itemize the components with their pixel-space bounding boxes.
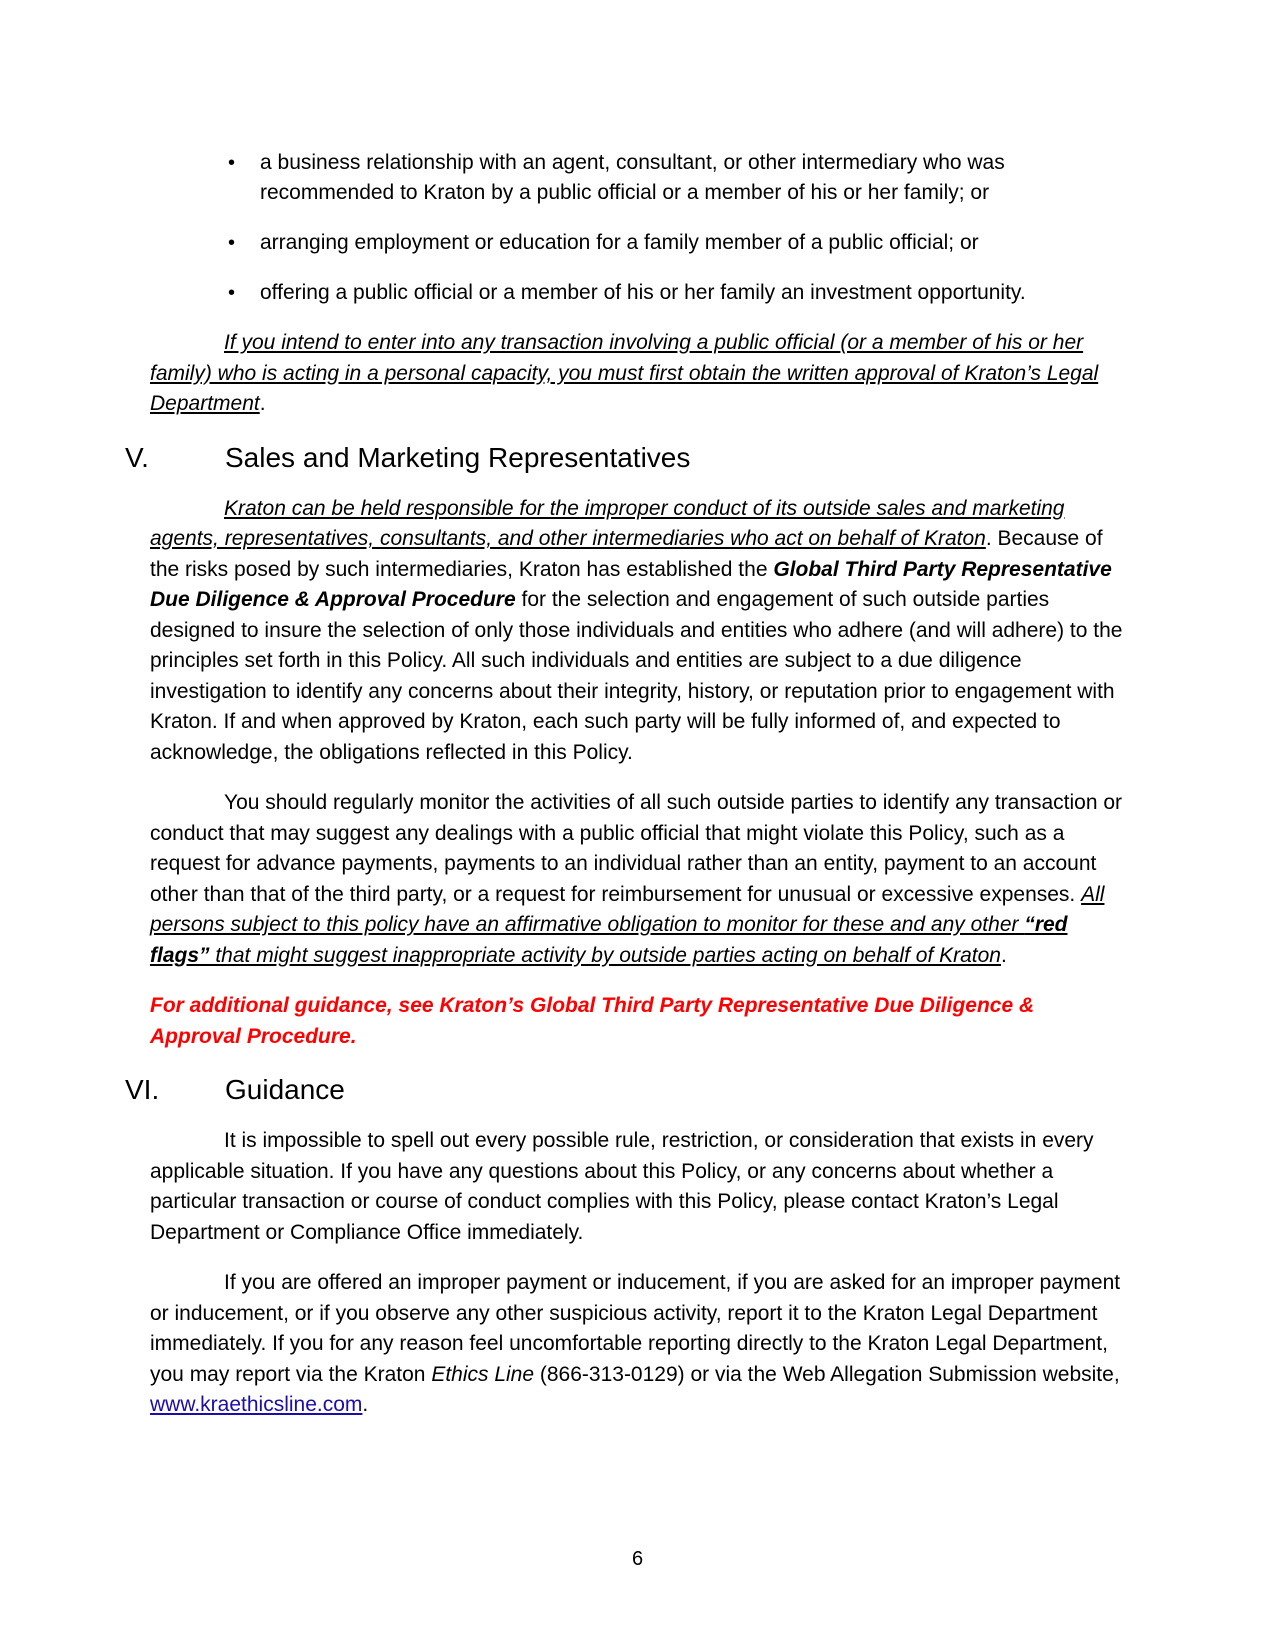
page-number: 6: [631, 1548, 644, 1570]
list-item: • arranging employment or education for a family member of a public official; or: [150, 228, 1125, 258]
additional-guidance-note: For additional guidance, see Kraton’s Global Third Party Representative Due Diligence & Approval Procedure.: [150, 994, 1035, 1048]
sales-reps-paragraph-2: You should regularly monitor the activities of all such outside parties to identify any transaction or conduct that may suggest any dealings with a public official that might violate this Policy, such as a request for advance payments, payments to an individual rather than an entity, payment to an account other than that of the third party, or a request for reimbursement for unusual or excessive expenses. All persons subject to this policy have an affirmative obligation to monitor for these and any other “red flags” that might suggest inappropriate activity by outside parties acting on behalf of Kraton.: [150, 791, 1123, 967]
section-title: Guidance: [225, 1074, 345, 1105]
section-title: Sales and Marketing Representatives: [225, 441, 691, 473]
section-heading-vi: [125, 1072, 1125, 1112]
guidance-paragraph-2: If you are offered an improper payment or inducement, if you are asked for an improper payment or inducement, or if you observe any other suspicious activity, report it to the Kraton Legal Department immediately. If you for any reason feel uncomfortable reporting directly to the Kraton Legal Department, you may report via the Kraton Ethics Line (866-313-0129) or via the Web Allegation Submission website, www.kraethicsline.com.: [150, 1271, 1121, 1416]
bullet-icon: •: [228, 232, 236, 254]
guidance-paragraph-1: It is impossible to spell out every possible rule, restriction, or consideration that exists in every applicable situation. If you have any questions about this Policy, or any concerns about whether a particular transaction or course of conduct complies with this Policy, please contact Kraton’s Legal Department or Compliance Office immediately.: [150, 1129, 1094, 1244]
procedure-name: Global Third Party Representative Due Diligence & Approval Procedure: [150, 557, 1112, 611]
list-item: • a business relationship with an agent, consultant, or other intermediary who was recommended to Kraton by a public official or a member of his or her family; or: [150, 148, 1125, 208]
page-content: [125, 148, 1125, 1441]
bullet-icon: •: [228, 282, 236, 304]
transaction-approval-text: If you intend to enter into any transaction involving a public official (or a member of his or her family) who is acting in a personal capacity, you must first obtain the written approval of Kraton’s Legal Department: [150, 331, 1099, 415]
bullet-icon: •: [228, 152, 236, 174]
sales-reps-paragraph-1: Kraton can be held responsible for the improper conduct of its outside sales and marketing agents, representatives, consultants, and other intermediaries who act on behalf of Kraton. Because of the risks posed by such intermediaries, Kraton has established the Global Third Party Representative Due Diligence & Approval Procedure for the selection and engagement of such outside parties designed to insure the selection of only those individuals and entities who adhere (and will adhere) to the principles set forth in this Policy. All such individuals and entities are subject to a due diligence investigation to identify any concerns about their integrity, history, or reputation prior to engagement with Kraton. If and when approved by Kraton, each such party will be fully informed of, and expected to acknowledge, the obligations reflected in this Policy.: [150, 496, 1123, 764]
transaction-approval-paragraph: If you intend to enter into any transaction involving a public official (or a member of his or her family) who is acting in a personal capacity, you must first obtain the written approval of Kraton’s Legal Department.: [150, 331, 1099, 415]
ethics-line-term: Ethics Line: [431, 1362, 535, 1386]
section-heading-v: [125, 440, 1125, 480]
section-number: VI.: [125, 1074, 160, 1105]
section-number: V.: [125, 441, 149, 473]
ethics-website-link[interactable]: www.kraethicsline.com: [150, 1393, 363, 1416]
bullet-list: [150, 148, 1125, 308]
red-flags-term: “red flags”: [150, 913, 1068, 967]
list-item: • offering a public official or a member of his or her family an investment opportunity.: [150, 278, 1125, 308]
